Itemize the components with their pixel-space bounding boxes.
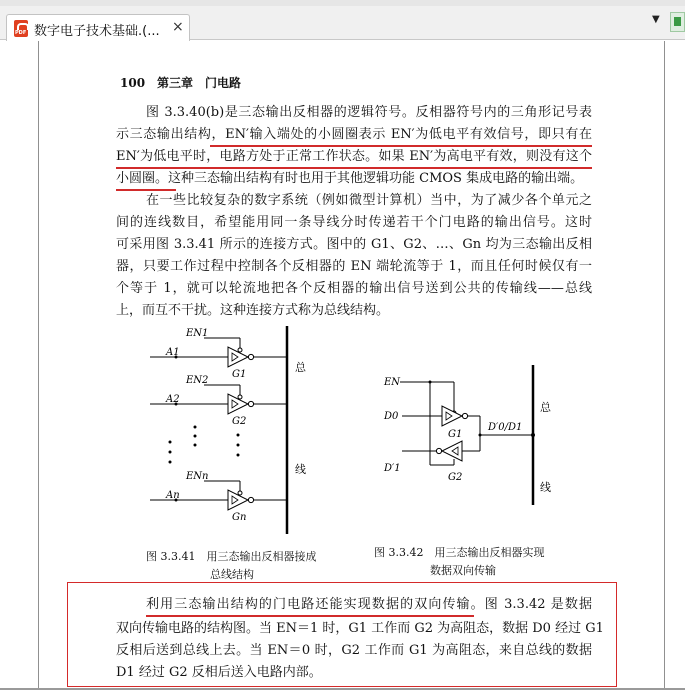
tab-title: 数字电子技术基础.(... [34, 24, 160, 39]
label-g2: G2 [232, 416, 247, 427]
paragraph-2-line-2: 间的连线数目，希望能用同一条导线分时传递若干个门电路的输出信号。这时 [116, 215, 592, 230]
label-en: EN [384, 377, 401, 388]
paragraph-1-line-4: 小圆圈。这种三态输出结构有时也用于其他逻辑功能 CMOS 集成电路的输出端。 [116, 171, 584, 186]
paragraph-3-line-4: D1 经过 G2 反相后送入电路内部。 [116, 665, 322, 680]
figure-3-3-42-caption-line-1: 图 3.3.42 用三态输出反相器实现 [374, 546, 545, 559]
paragraph-1-line-3: EN′为低电平时，电路方处于正常工作状态。如果 EN′为高电平有效，则没有这个 [116, 149, 592, 164]
side-panel-icon[interactable] [670, 12, 685, 32]
label-bus-top: 总 [540, 401, 551, 414]
page-left-edge [38, 41, 39, 690]
label-bus-bottom: 线 [540, 481, 551, 494]
label-a2: A2 [166, 394, 180, 405]
paragraph-2-line-1: 在一些比较复杂的数字系统（例如微型计算机）当中，为了减少各个单元之 [146, 193, 592, 208]
top-strip [0, 0, 685, 6]
document-tab[interactable] [6, 14, 190, 41]
annotation-underline-4 [146, 615, 474, 617]
figure-3-3-41-caption-line-2: 总线结构 [210, 568, 254, 581]
running-head: 100 第三章 门电路 [120, 76, 242, 90]
paragraph-3-line-2: 双向传输电路的结构图。当 EN＝1 时，G1 工作而 G2 为高阻态，数据 D0 经过 G1 [116, 621, 604, 636]
label-d0: D0 [384, 411, 399, 422]
page-right-edge [664, 41, 665, 690]
label-an: An [166, 490, 180, 501]
label-gn: Gn [232, 512, 247, 523]
paragraph-2-line-4: 器，只要工作过程中控制各个反相器的 EN 端轮流等于 1，而且任何时候仅有一 [116, 259, 592, 274]
figure-3-3-42-bidirectional-transfer [370, 365, 570, 505]
figure-3-3-42-caption-line-2: 数据双向传输 [430, 564, 496, 577]
pdf-file-icon [14, 20, 28, 37]
label-g1: G1 [448, 429, 463, 440]
label-bus-bottom: 线 [295, 463, 306, 476]
label-g2: G2 [448, 472, 463, 483]
paragraph-2-line-5: 个等于 1，就可以轮流地把各个反相器的输出信号送到公共的传输线——总线 [116, 281, 592, 296]
label-bus-top: 总 [295, 361, 306, 374]
label-d1-prime: D′1 [384, 463, 401, 474]
tab-close-icon[interactable]: × [172, 19, 184, 35]
annotation-underline-1 [210, 145, 592, 147]
paragraph-2-line-3: 可采用图 3.3.41 所示的连接方式。图中的 G1、G2、…、Gn 均为三态输出反相 [116, 237, 592, 252]
paragraph-3-line-1: 利用三态输出结构的门电路还能实现数据的双向传输。图 3.3.42 是数据 [146, 597, 592, 612]
label-enn: ENn [186, 471, 209, 482]
paragraph-2-line-6: 上，而互不干扰。这种连接方式称为总线结构。 [116, 303, 390, 318]
paragraph-1-line-2: 示三态输出结构，EN′输入端处的小圆圈表示 EN′为低电平有效信号，即只有在 [116, 127, 592, 142]
paragraph-3-line-3: 反相后送到总线上去。当 EN＝0 时，G2 工作而 G1 为高阻态，来自总线的数据 [116, 643, 592, 658]
ellipsis-dots [169, 426, 240, 464]
figure-3-3-41-caption-line-1: 图 3.3.41 用三态输出反相器接成 [146, 550, 317, 563]
gate-g2 [402, 441, 480, 461]
gate-g1 [402, 406, 480, 426]
tab-list-dropdown-icon[interactable]: ▼ [652, 14, 660, 25]
label-g1: G1 [232, 369, 247, 380]
figure-3-3-41-bus-structure [150, 322, 330, 536]
label-en1: EN1 [186, 328, 209, 339]
label-output: D′0/D1 [488, 422, 523, 433]
label-en2: EN2 [186, 375, 209, 386]
label-a1: A1 [166, 347, 180, 358]
annotation-underline-2 [116, 167, 592, 169]
paragraph-1-line-1: 图 3.3.40(b)是三态输出反相器的逻辑符号。反相器符号内的三角形记号表 [146, 105, 592, 120]
